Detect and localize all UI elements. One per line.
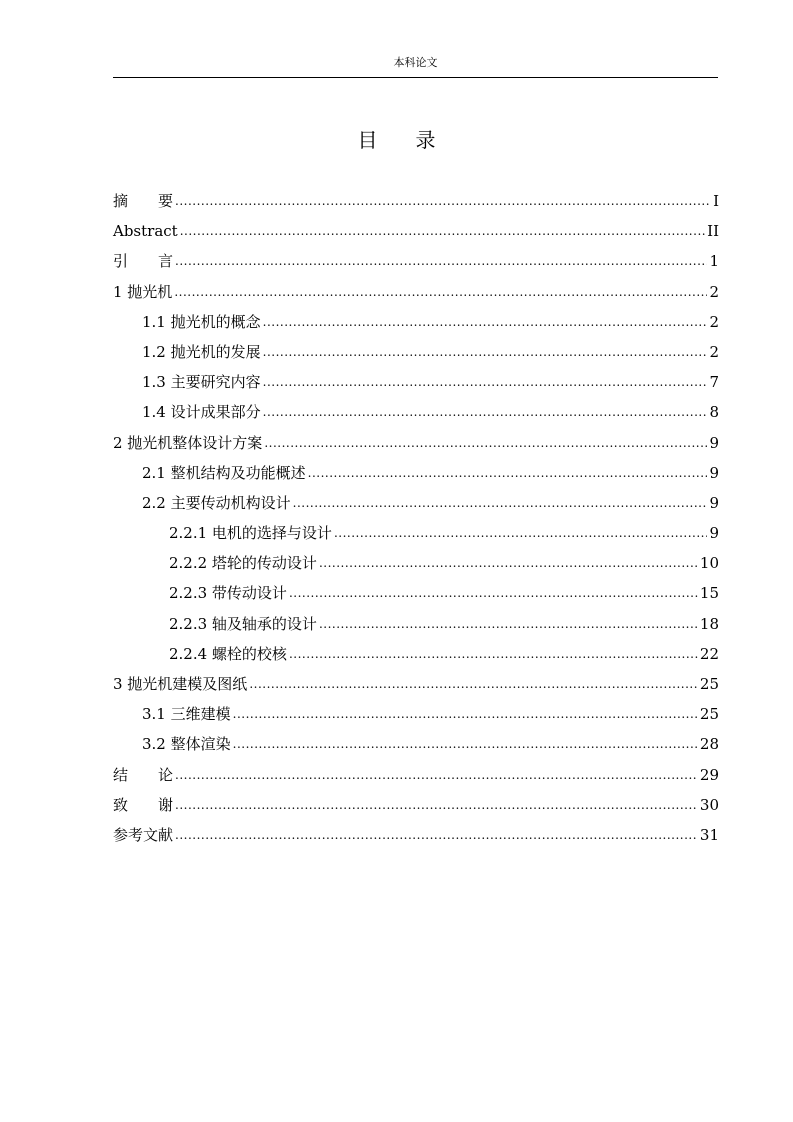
toc-page-number: 1 — [709, 252, 719, 271]
toc-page-number: 9 — [709, 524, 719, 543]
toc-dot-leader — [319, 548, 698, 578]
toc-entry[interactable] — [113, 760, 719, 790]
toc-page-number: 28 — [699, 735, 719, 754]
toc-dot-leader — [289, 578, 698, 608]
toc-entry[interactable] — [113, 428, 719, 458]
toc-page-number: 7 — [709, 373, 719, 392]
toc-entry-label: 1.1 抛光机的概念 — [142, 312, 261, 331]
toc-entry-label: 2.2.1 电机的选择与设计 — [169, 524, 332, 543]
toc-dot-leader — [175, 760, 698, 790]
toc-entry[interactable] — [113, 277, 719, 307]
toc-entry[interactable] — [113, 216, 719, 246]
toc-page-number: 22 — [699, 644, 719, 663]
toc-entry[interactable] — [113, 729, 719, 759]
toc-page-number: 31 — [699, 825, 719, 844]
toc-dot-leader — [175, 246, 707, 276]
toc-dot-leader — [263, 367, 708, 397]
page-header — [113, 56, 718, 78]
toc-dot-leader — [175, 820, 698, 850]
toc-dot-leader — [334, 518, 708, 548]
toc-title — [0, 127, 793, 153]
toc-entry[interactable] — [113, 609, 719, 639]
toc-dot-leader — [175, 790, 698, 820]
toc-dot-leader — [264, 428, 707, 458]
toc-page-number: 29 — [699, 765, 719, 784]
toc-entry[interactable] — [113, 337, 719, 367]
toc-dot-leader — [174, 277, 707, 307]
toc-entry-label: 1 抛光机 — [113, 282, 173, 301]
toc-page-number: 18 — [699, 614, 719, 633]
toc-entry-label: 2.2.2 塔轮的传动设计 — [169, 554, 317, 573]
toc-title-left: 目 — [357, 128, 378, 152]
toc-page-number: II — [707, 222, 719, 241]
toc-entry[interactable] — [113, 548, 719, 578]
toc-entry[interactable] — [113, 246, 719, 276]
toc-entry[interactable] — [113, 639, 719, 669]
toc-entry-label: 2.2.3 轴及轴承的设计 — [169, 614, 317, 633]
toc-entry-label: 2.1 整机结构及功能概述 — [142, 463, 306, 482]
toc-entry-label: 1.2 抛光机的发展 — [142, 342, 261, 361]
toc-page-number: 25 — [699, 675, 719, 693]
toc-page-number: I — [713, 192, 719, 210]
toc-entry-label: 3 抛光机建模及图纸 — [113, 675, 248, 693]
toc-entry[interactable] — [113, 458, 719, 488]
toc-entry-label: 2 抛光机整体设计方案 — [113, 433, 263, 452]
toc-entry[interactable] — [113, 820, 719, 850]
toc-page-number: 9 — [709, 433, 719, 452]
toc-page-number: 10 — [699, 554, 719, 573]
toc-entry-label: 2.2 主要传动机构设计 — [142, 493, 291, 512]
toc-entry[interactable] — [113, 578, 719, 608]
toc-dot-leader — [175, 186, 711, 216]
toc-entry[interactable] — [113, 397, 719, 427]
toc-entry[interactable] — [113, 367, 719, 397]
toc-page-number: 2 — [709, 312, 719, 331]
toc-page-number: 9 — [709, 463, 719, 482]
running-title: 本科论文 — [393, 56, 438, 69]
toc-entry-label: 参考文献 — [113, 825, 174, 844]
toc-entry-label: 3.2 整体渲染 — [142, 735, 231, 754]
toc-dot-leader — [249, 669, 698, 699]
toc-page-number: 2 — [709, 342, 719, 361]
toc-entry-label: 1.4 设计成果部分 — [142, 403, 261, 422]
toc-dot-leader — [233, 729, 698, 759]
toc-entry-label: Abstract — [113, 222, 178, 241]
toc-page-number: 30 — [699, 795, 719, 814]
toc-page-number: 15 — [699, 584, 719, 603]
toc-dot-leader — [233, 699, 698, 729]
toc-dot-leader — [319, 609, 698, 639]
toc-dot-leader — [263, 307, 708, 337]
toc-entry[interactable] — [113, 488, 719, 518]
toc-entry-label: 1.3 主要研究内容 — [142, 373, 261, 392]
toc-entry[interactable] — [113, 699, 719, 729]
toc-title-right: 录 — [415, 128, 436, 152]
toc-entry[interactable] — [113, 669, 719, 699]
toc-dot-leader — [289, 639, 698, 669]
toc-entry[interactable] — [113, 518, 719, 548]
toc-dot-leader — [308, 458, 708, 488]
toc-entry[interactable] — [113, 790, 719, 820]
toc-page-number: 2 — [709, 282, 719, 301]
table-of-contents — [113, 186, 719, 850]
toc-entry[interactable] — [113, 307, 719, 337]
toc-entry-label: 引 言 — [113, 252, 174, 271]
toc-dot-leader — [293, 488, 708, 518]
toc-dot-leader — [263, 397, 708, 427]
toc-entry-label: 结 论 — [113, 765, 174, 784]
toc-entry-label: 致 谢 — [113, 795, 174, 814]
toc-page-number: 25 — [699, 705, 719, 724]
toc-entry-label: 3.1 三维建模 — [142, 705, 231, 724]
toc-entry-label: 2.2.3 带传动设计 — [169, 584, 287, 603]
toc-dot-leader — [180, 216, 705, 246]
toc-page-number: 8 — [709, 403, 719, 422]
toc-entry[interactable] — [113, 186, 719, 216]
toc-dot-leader — [263, 337, 708, 367]
toc-entry-label: 2.2.4 螺栓的校核 — [169, 644, 287, 663]
toc-page-number: 9 — [709, 493, 719, 512]
toc-entry-label: 摘 要 — [113, 192, 174, 210]
